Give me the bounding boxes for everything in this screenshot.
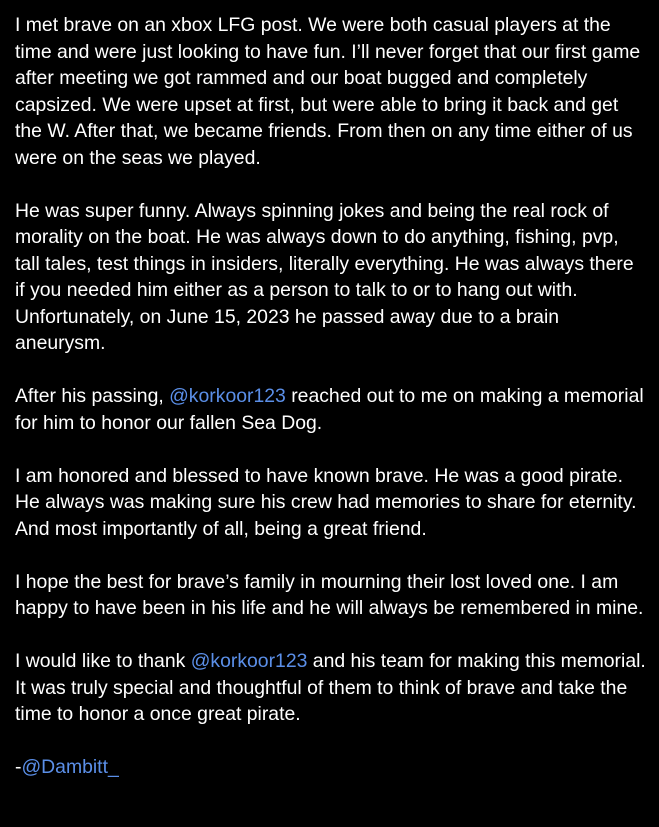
paragraph-text: After his passing, [15, 385, 170, 407]
memorial-message [15, 12, 647, 781]
paragraph-honored: I am honored and blessed to have known brave. He was a good pirate. He always was making sure his crew had memories to share for eternity. And most importantly of all, being a great friend. [15, 464, 637, 540]
mention-link-korkoor123[interactable]: @korkoor123 [190, 650, 308, 672]
paragraph-text: and his team for making this memorial. It was truly special and thoughtful of them to think of brave and take the time to honor a once great pirate. [15, 650, 646, 725]
paragraph-how-we-met: I met brave on an xbox LFG post. We were both casual players at the time and were just looking to have fun. I’ll never forget that our first game after meeting we got rammed and our boat bugged and completely capsized. We were upset at first, but were able to bring it back and get the W. After that, we became friends. From then on any time either of us were on the seas we played. [15, 14, 641, 169]
paragraph-about-brave: He was super funny. Always spinning jokes and being the real rock of morality on the boat. He was always down to do anything, fishing, pvp, tall tales, test things in insiders, literally everything. He was always there if you needed him either as a person to talk to or to hang out with. Unfortunately, on June 15, 2023 he passed away due to a brain aneurysm. [15, 199, 634, 354]
signature-dash: - [15, 756, 22, 778]
signature [15, 754, 647, 781]
paragraph-text: I would like to thank [15, 650, 191, 672]
mention-link-dambitt[interactable]: @Dambitt_ [21, 756, 119, 778]
mention-link-korkoor123[interactable]: @korkoor123 [169, 385, 286, 407]
paragraph-thanks [15, 648, 647, 728]
paragraph-memorial-origin [15, 383, 647, 436]
paragraph-family-wishes: I hope the best for brave’s family in mourning their lost loved one. I am happy to have been in his life and he will always be remembered in mine. [15, 570, 644, 619]
paragraph-text: reached out to me on making a memorial for him to honor our fallen Sea Dog. [15, 385, 644, 434]
